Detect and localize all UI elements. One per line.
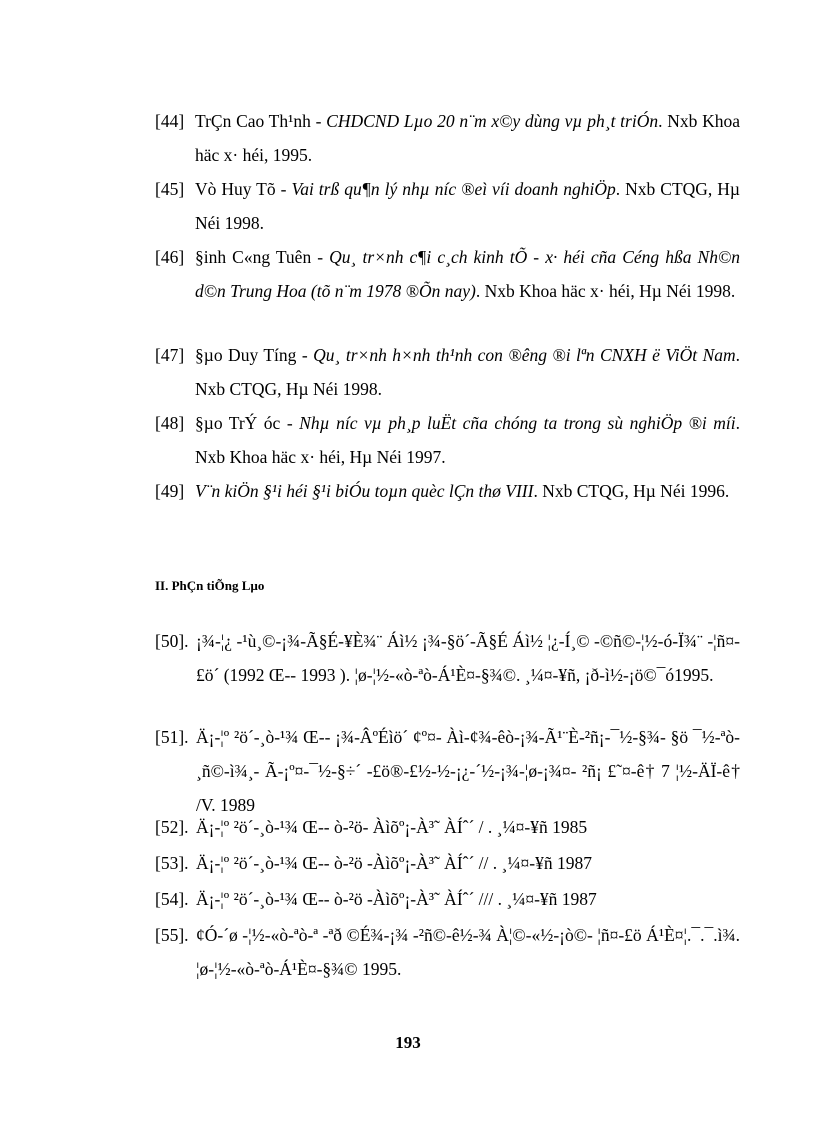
reference-text: Ä¡-¦º ²ö´-¸ò-¹¾ Œ-- ¡¾-ÂºÉìö´ ¢º¤- Àì-¢¾-êò-¡¾-Ã¹¨È-²ñ¡-¯½-§¾- §ö ¯½-ªò-¸ñ©-ì¾¸- Ã-¡º¤-¯½-§÷´ -£ö®-£½-½-¡¿-´½-¡¾-¦ø-¡¾¤- ²ñ¡ £˜¤-ê† 7 ¦½-ÄÏ-ê† /V. 1989	[196, 727, 740, 815]
reference-55	[155, 918, 740, 986]
reference-title: Vai trß qu¶n lý nhµ níc ®eì víi doanh nghiÖp	[291, 179, 616, 199]
section-title: II. PhÇn tiÕng Lµo	[155, 578, 265, 593]
reference-number: [49]	[155, 481, 185, 501]
reference-text: Ä¡-¦º ²ö´-¸ò-¹¾ Œ-- ò-²ö- Àìõº¡-À³˜ ÀÍˆ´ / . ¸¼¤-¥ñ 1985	[196, 817, 588, 837]
reference-number: [52].	[155, 817, 189, 837]
reference-number: [46]	[155, 247, 185, 267]
reference-publisher: . Nxb Khoa häc x· héi, 1995.	[195, 111, 740, 165]
reference-number: [53].	[155, 853, 189, 873]
reference-52	[155, 810, 740, 844]
reference-author: §inh C«ng Tuên -	[195, 247, 330, 267]
reference-author: Vò Huy Tõ -	[195, 179, 292, 199]
reference-number: [55].	[155, 925, 189, 945]
reference-text: Ä¡-¦º ²ö´-¸ò-¹¾ Œ-- ò-²ö -Àìõº¡-À³˜ ÀÍˆ´ // . ¸¼¤-¥ñ 1987	[196, 853, 592, 873]
reference-publisher: . Nxb Khoa häc x· héi, Hµ Néi 1998.	[475, 281, 736, 301]
reference-47	[155, 338, 740, 406]
reference-51	[155, 720, 740, 822]
reference-number: [47]	[155, 345, 185, 365]
reference-number: [48]	[155, 413, 185, 433]
reference-45	[155, 172, 740, 240]
reference-44	[155, 104, 740, 172]
reference-title: Qu¸ tr×nh c¶i c¸ch kinh tÕ - x· héi cña Céng hßa Nh©n d©n Trung Hoa (tõ n¨m 1978 ®Õn nay)	[195, 247, 740, 301]
reference-53	[155, 846, 740, 880]
reference-48	[155, 406, 740, 474]
reference-number: [45]	[155, 179, 185, 199]
reference-author: TrÇn Cao Th¹nh -	[195, 111, 327, 131]
reference-number: [50].	[155, 631, 189, 651]
reference-54	[155, 882, 740, 916]
reference-title: Qu¸ tr×nh h×nh th¹nh con ®êng ®i lªn CNXH ë ViÖt Nam	[313, 345, 736, 365]
reference-49	[155, 474, 740, 508]
reference-50	[155, 624, 740, 692]
reference-publisher: . Nxb CTQG, Hµ Néi 1998.	[195, 179, 740, 233]
reference-publisher: . Nxb CTQG, Hµ Néi 1996.	[533, 481, 730, 501]
reference-number: [44]	[155, 111, 185, 131]
reference-title: CHDCND Lµo 20 n¨m x©y dùng vµ ph¸t triÓn	[326, 111, 659, 131]
reference-text: ¢Ó-´ø -¦½-«ò-ªò-ª -ªð ©É¾-¡¾ -²ñ©-ê½-¾ À¦©-«½-¡ò©- ¦ñ¤-£ö Á¹È¤¦.¯.¯.ì¾. ¦ø-¦½-«ò-ªò-Á¹È¤-§¾© 1995.	[196, 925, 740, 979]
reference-number: [51].	[155, 727, 189, 747]
reference-author: §µo TrÝ óc -	[195, 413, 300, 433]
reference-number: [54].	[155, 889, 189, 909]
reference-title: V¨n kiÖn §¹i héi §¹i biÓu toµn quèc lÇn thø VIII	[195, 481, 534, 501]
reference-title: Nhµ níc vµ ph¸p luËt cña chóng ta trong sù nghiÖp ®i míi	[299, 413, 736, 433]
page-number: 193	[395, 1033, 421, 1052]
reference-publisher: . Nxb CTQG, Hµ Néi 1998.	[195, 345, 740, 399]
reference-46	[155, 240, 740, 308]
reference-publisher: . Nxb Khoa häc x· héi, Hµ Néi 1997.	[195, 413, 740, 467]
reference-author: §µo Duy Tíng -	[195, 345, 314, 365]
reference-text: ¡¾-¦¿ -¹ù¸©-¡¾-Ã§É-¥È¾¨ Áì½ ¡¾-§ö´-Ã§É Áì½ ¦¿-Í¸© -©ñ©-¦½-ó-Ï¾¨ -¦ñ¤-£ö´ (1992 Œ-- 1993 ). ¦ø-¦½-«ò-ªò-Á¹È¤-§¾©. ¸¼¤-¥ñ, ¡ð-ì½-¡ö©¯ó1995.	[196, 631, 740, 685]
reference-text: Ä¡-¦º ²ö´-¸ò-¹¾ Œ-- ò-²ö -Àìõº¡-À³˜ ÀÍˆ´ /// . ¸¼¤-¥ñ 1987	[196, 889, 597, 909]
